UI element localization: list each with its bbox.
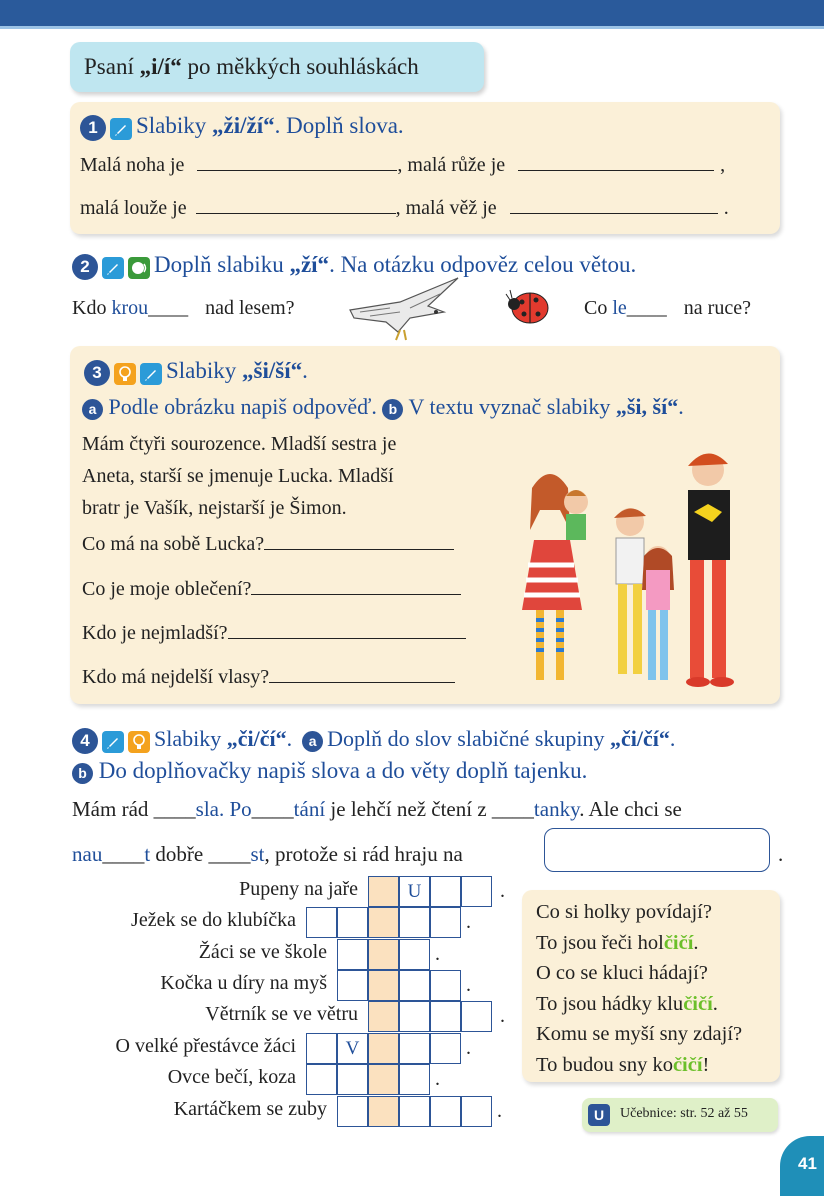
crossword-clue: Ježek se do klubíčka xyxy=(131,909,296,931)
question-text: Co má na sobě Lucka? xyxy=(82,533,265,555)
crossword-dot: . xyxy=(466,911,471,933)
subtask-b-text: V textu vyznač slabiky xyxy=(408,394,616,419)
crossword-cell[interactable] xyxy=(461,1096,492,1127)
crossword-clue: O velké přestávce žáci xyxy=(115,1035,296,1057)
ex4-heading-text: Slabiky xyxy=(154,726,227,751)
crossword-cell[interactable] xyxy=(368,970,399,1001)
ex3-paragraph xyxy=(82,428,396,524)
crossword-dot: . xyxy=(497,1100,502,1122)
paragraph-line: Mám čtyři sourozence. Mladší sestra je xyxy=(82,433,397,455)
top-banner xyxy=(0,0,824,26)
crossword-cell[interactable] xyxy=(306,1064,337,1095)
crossword-cell[interactable] xyxy=(368,939,399,970)
crossword-cell[interactable] xyxy=(399,907,430,938)
answer-line[interactable] xyxy=(518,170,714,171)
poem xyxy=(536,897,742,1080)
answer-gap[interactable]: ____ xyxy=(153,797,196,821)
crossword-cell[interactable] xyxy=(461,876,492,907)
ex1-punct: , xyxy=(720,154,726,176)
crossword-cell[interactable] xyxy=(430,1096,461,1127)
paragraph-line: bratr je Vašík, nejstarší je Šimon. xyxy=(82,497,347,519)
reference-text: Učebnice: str. 52 až 55 xyxy=(620,1106,748,1121)
poem-line xyxy=(536,989,742,1020)
poem-line xyxy=(536,928,742,959)
crossword-cell[interactable]: U xyxy=(399,876,430,907)
exercise-1-heading xyxy=(80,113,404,141)
crossword-cell[interactable] xyxy=(337,970,368,1001)
crossword-clue: Žáci se ve škole xyxy=(198,941,327,963)
ex1-label: Malá noha je xyxy=(80,154,185,176)
ex3-heading-text: Slabiky xyxy=(166,358,243,383)
pencil-icon xyxy=(102,731,124,753)
ex1-punct: . xyxy=(723,197,729,219)
subtask-b-end: . xyxy=(678,394,684,419)
ex2-heading-bold: „ží“ xyxy=(289,252,330,277)
speaking-head-icon xyxy=(128,257,150,279)
crossword-cell[interactable] xyxy=(368,876,399,907)
poem-highlight: čičí xyxy=(672,1053,703,1076)
crossword-cell[interactable] xyxy=(430,907,461,938)
page-title xyxy=(70,42,484,92)
exercise-number: 3 xyxy=(84,360,110,386)
crossword-clue: Kartáčkem se zuby xyxy=(173,1098,327,1120)
ex4-sentence-2 xyxy=(72,842,463,867)
answer-gap[interactable]: ____ xyxy=(251,797,294,821)
poem-text: To jsou řeči hol xyxy=(536,931,664,954)
ex4-subtask-b xyxy=(72,758,587,784)
crossword-cell[interactable] xyxy=(430,876,461,907)
title-suffix: po měkkých souhláskách xyxy=(181,54,419,79)
ex2-text: Co xyxy=(584,297,613,319)
crossword-cell[interactable] xyxy=(368,1001,399,1032)
word-part: nau xyxy=(72,842,103,866)
crossword-cell[interactable] xyxy=(399,1064,430,1095)
crossword-cell[interactable] xyxy=(306,907,337,938)
ex2-word: krou xyxy=(111,297,149,319)
pencil-icon xyxy=(102,257,124,279)
ex4-sentence-1 xyxy=(72,797,682,822)
crossword-cell[interactable] xyxy=(337,939,368,970)
poem-text: To budou sny ko xyxy=(536,1053,673,1076)
answer-line[interactable] xyxy=(264,549,454,550)
ex1-label: , malá růže je xyxy=(397,154,506,176)
crossword-cell[interactable] xyxy=(337,1064,368,1095)
poem-line: Komu se myší sny zdají? xyxy=(536,1023,743,1045)
exercise-3-heading xyxy=(84,358,308,386)
sentence-text: Mám rád xyxy=(72,797,154,821)
subtask-a-end: . xyxy=(669,726,676,751)
ex1-heading-bold: „ži/ží“ xyxy=(212,113,275,138)
paragraph-line: Aneta, starší se jmenuje Lucka. Mladší xyxy=(82,465,394,487)
crossword-cell[interactable] xyxy=(368,1096,399,1127)
ladybug-illustration xyxy=(502,284,554,330)
sentence-text: je lehčí než čtení z xyxy=(325,797,492,821)
crossword-cell[interactable] xyxy=(368,1064,399,1095)
crossword-cell[interactable] xyxy=(337,907,368,938)
ex2-text: na ruce? xyxy=(678,297,751,319)
crossword-dot: . xyxy=(500,1005,505,1027)
answer-gap[interactable]: ____ xyxy=(148,297,189,319)
ex3-q2 xyxy=(82,578,461,601)
crossword-dot: . xyxy=(466,1037,471,1059)
subtask-a-badge: a xyxy=(82,399,103,420)
crossword-cell[interactable] xyxy=(368,907,399,938)
crossword-clue: Kočka u díry na myš xyxy=(160,972,327,994)
exercise-number: 2 xyxy=(72,254,98,280)
word-part: sla. Po xyxy=(195,797,252,821)
ex2-word: le xyxy=(612,297,627,319)
lightbulb-icon xyxy=(114,363,136,385)
page-number-tab xyxy=(780,1136,824,1196)
crossword-cell[interactable] xyxy=(368,1033,399,1064)
ex4-heading-rest: . xyxy=(286,726,293,751)
poem-highlight: čičí xyxy=(683,992,713,1015)
sentence-text: , protože si rád hraju na xyxy=(264,842,463,866)
word-part: tání xyxy=(293,797,326,821)
subtask-b-badge: b xyxy=(382,399,403,420)
ex1-heading-text: Slabiky xyxy=(136,113,213,138)
crossword-cell[interactable] xyxy=(399,1096,430,1127)
subtask-b-text: Do doplňovačky napiš slova a do věty doplň tajenku. xyxy=(98,758,588,783)
title-prefix: Psaní xyxy=(84,54,140,79)
ex2-text: Kdo xyxy=(72,297,112,319)
sentence-text: dobře xyxy=(150,842,209,866)
answer-gap[interactable]: ____ xyxy=(491,797,534,821)
ex1-row-1 xyxy=(80,154,725,177)
ex3-q1 xyxy=(82,533,454,556)
ex2-heading-rest: . Na otázku odpověz celou větou. xyxy=(329,252,637,277)
question-text: Co je moje oblečení? xyxy=(82,578,252,600)
crossword-dot: . xyxy=(500,880,505,902)
answer-gap[interactable]: ____ xyxy=(208,842,251,866)
lightbulb-icon xyxy=(128,731,150,753)
ex3-q4 xyxy=(82,666,455,689)
page-number: 41 xyxy=(798,1154,817,1173)
subtask-a-badge: a xyxy=(302,731,323,752)
poem-line xyxy=(536,1050,742,1081)
ex2-heading-text: Doplň slabiku xyxy=(154,252,290,277)
crossword-dot: . xyxy=(466,974,471,996)
ex1-heading-rest: . Doplň slova. xyxy=(274,113,404,138)
crossword-cell[interactable] xyxy=(399,1033,430,1064)
title-bold: „i/í“ xyxy=(139,54,182,79)
poem-text: . xyxy=(693,931,699,954)
pencil-icon xyxy=(110,118,132,140)
answer-line[interactable] xyxy=(197,170,397,171)
poem-line: O co se kluci hádají? xyxy=(536,962,708,984)
ex2-question-2 xyxy=(584,297,751,320)
crossword-cell[interactable]: V xyxy=(337,1033,368,1064)
poem-text: . xyxy=(712,992,718,1015)
crossword-cell[interactable] xyxy=(399,1001,430,1032)
crossword-cell[interactable] xyxy=(430,970,461,1001)
ex3-q3 xyxy=(82,622,466,645)
crossword-cell[interactable] xyxy=(461,1001,492,1032)
ex1-label: , malá věž je xyxy=(395,197,497,219)
answer-line[interactable] xyxy=(228,638,466,639)
pencil-icon xyxy=(140,363,162,385)
subtask-a-text: Doplň do slov slabičné skupiny xyxy=(327,726,611,751)
children-illustration xyxy=(512,430,774,700)
question-text: Kdo je nejmladší? xyxy=(82,622,228,644)
textbook-badge: U xyxy=(588,1104,610,1126)
crossword-clue: Pupeny na jaře xyxy=(239,878,358,900)
eagle-illustration xyxy=(340,272,470,344)
crossword-cell[interactable] xyxy=(430,1001,461,1032)
crossword-clue: Ovce bečí, koza xyxy=(167,1066,296,1088)
poem-text: To jsou hádky klu xyxy=(536,992,684,1015)
crossword-cell[interactable] xyxy=(399,970,430,1001)
answer-line[interactable] xyxy=(196,213,396,214)
crossword-cell[interactable] xyxy=(399,939,430,970)
crossword-dot: . xyxy=(435,943,440,965)
sentence-text: . Ale chci se xyxy=(579,797,682,821)
crossword-cell[interactable] xyxy=(306,1033,337,1064)
ex3-heading-rest: . xyxy=(302,358,308,383)
subtask-b-badge: b xyxy=(72,763,93,784)
crossword-cell[interactable] xyxy=(337,1096,368,1127)
subtask-a-bold: „či/čí“ xyxy=(610,726,670,751)
crossword-cell[interactable] xyxy=(430,1033,461,1064)
secret-word-box[interactable] xyxy=(544,828,770,872)
answer-line[interactable] xyxy=(269,682,455,683)
ex3-subtasks xyxy=(82,394,684,420)
exercise-number: 4 xyxy=(72,728,98,754)
ex2-question-1 xyxy=(72,297,295,320)
exercise-4-heading xyxy=(72,726,675,754)
word-part: tanky xyxy=(533,797,580,821)
answer-line[interactable] xyxy=(251,594,461,595)
textbook-reference xyxy=(582,1098,778,1132)
poem-highlight: čičí xyxy=(663,931,694,954)
poem-text: ! xyxy=(702,1053,710,1076)
answer-gap[interactable]: ____ xyxy=(102,842,145,866)
exercise-number: 1 xyxy=(80,115,106,141)
word-part: st xyxy=(250,842,265,866)
poem-line: Co si holky povídají? xyxy=(536,901,712,923)
answer-gap[interactable]: ____ xyxy=(626,297,667,319)
crossword-clue: Větrník se ve větru xyxy=(205,1003,358,1025)
ex4-heading-bold: „či/čí“ xyxy=(226,726,287,751)
sentence-end: . xyxy=(778,842,784,866)
subtask-a-text: Podle obrázku napiš odpověď. xyxy=(108,394,377,419)
subtask-b-bold: „ši, ší“ xyxy=(615,394,679,419)
crossword-dot: . xyxy=(435,1068,440,1090)
question-text: Kdo má nejdelší vlasy? xyxy=(82,666,270,688)
ex1-row-2 xyxy=(80,197,729,220)
word-part: t xyxy=(144,842,151,866)
ex1-label: malá louže je xyxy=(80,197,187,219)
ex2-text: nad lesem? xyxy=(200,297,295,319)
top-banner-stripe xyxy=(0,26,824,29)
answer-line[interactable] xyxy=(510,213,718,214)
ex3-heading-bold: „ši/ší“ xyxy=(242,358,303,383)
